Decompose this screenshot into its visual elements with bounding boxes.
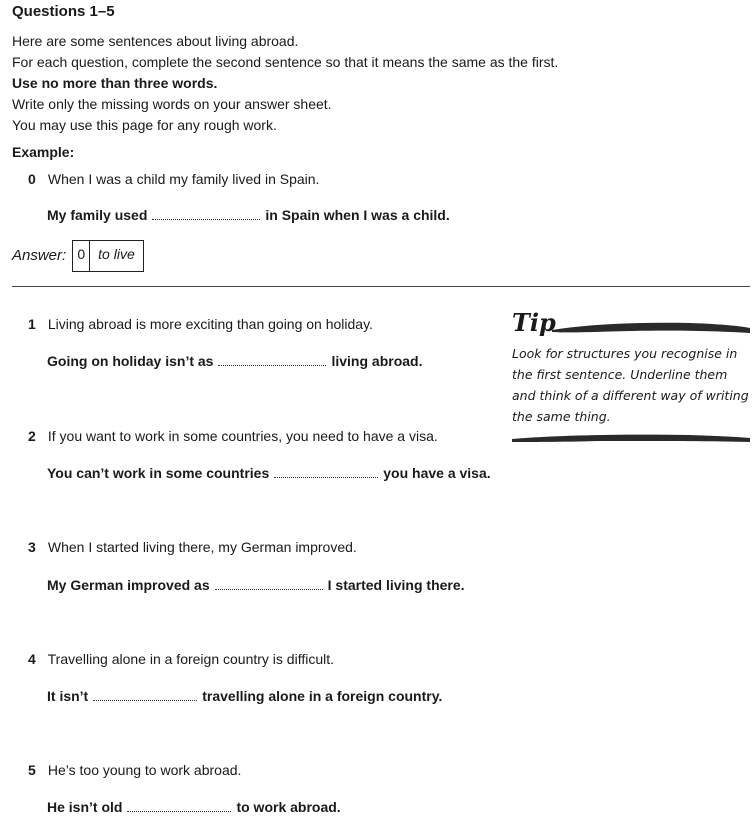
- intro-line-3: Use no more than three words.: [12, 75, 218, 91]
- answer-box: [72, 240, 143, 272]
- example-blank: [152, 208, 260, 220]
- answer-example: [12, 240, 144, 272]
- question-5-blank[interactable]: [127, 800, 231, 812]
- answer-label: Answer:: [12, 246, 67, 264]
- question-5-transform: [47, 799, 341, 815]
- example-sentence: When I was a child my family lived in Spain.: [47, 171, 320, 187]
- question-5-before: He isn’t old: [47, 799, 123, 815]
- example-after: in Spain when I was a child.: [265, 207, 450, 223]
- example-number: 0: [28, 171, 36, 187]
- intro-line-1: Here are some sentences about living abroad.: [12, 33, 299, 49]
- example-question: [28, 171, 319, 187]
- question-5: [28, 762, 241, 778]
- section-title: Questions 1–5: [12, 3, 115, 20]
- example-label: Example:: [12, 144, 75, 160]
- intro-line-2: For each question, complete the second sentence so that it means the same as the first.: [12, 54, 559, 70]
- question-5-sentence: He’s too young to work abroad.: [47, 762, 242, 778]
- question-2-after: you have a visa.: [383, 465, 491, 481]
- question-2-number: 2: [28, 428, 36, 444]
- tip-bottom-brush-stroke: [510, 431, 752, 445]
- question-1-before: Going on holiday isn’t as: [47, 353, 214, 369]
- tip-top-brush-stroke: [550, 318, 752, 336]
- question-4: [28, 651, 334, 667]
- question-1-sentence: Living abroad is more exciting than going on holiday.: [47, 316, 373, 332]
- example-before: My family used: [47, 207, 148, 223]
- tip-title: Tip: [512, 308, 556, 337]
- question-3: [28, 539, 357, 555]
- question-5-after: to work abroad.: [236, 799, 341, 815]
- question-1-after: living abroad.: [331, 353, 423, 369]
- question-2-before: You can’t work in some countries: [47, 465, 270, 481]
- question-3-number: 3: [28, 539, 36, 555]
- question-2-blank[interactable]: [274, 466, 378, 478]
- question-3-after: I started living there.: [327, 577, 465, 593]
- question-1-number: 1: [28, 316, 36, 332]
- question-1-transform: [47, 353, 422, 369]
- question-4-transform: [47, 688, 442, 704]
- question-3-before: My German improved as: [47, 577, 210, 593]
- answer-box-number: 0: [73, 241, 90, 271]
- section-divider: [12, 286, 750, 287]
- question-3-sentence: When I started living there, my German improved.: [47, 539, 357, 555]
- intro-line-5: You may use this page for any rough work.: [12, 117, 277, 133]
- question-4-number: 4: [28, 651, 36, 667]
- question-4-sentence: Travelling alone in a foreign country is difficult.: [47, 651, 335, 667]
- intro-line-4: Write only the missing words on your answer sheet.: [12, 96, 332, 112]
- question-4-after: travelling alone in a foreign country.: [202, 688, 443, 704]
- question-5-number: 5: [28, 762, 36, 778]
- answer-box-value: to live: [98, 246, 135, 262]
- tip-body: Look for structures you recognise in the first sentence. Underline them and think of a different way of writing the same thing.: [512, 346, 749, 424]
- question-4-blank[interactable]: [93, 689, 197, 701]
- question-4-before: It isn’t: [47, 688, 89, 704]
- question-2: [28, 428, 438, 444]
- question-2-transform: [47, 465, 491, 481]
- question-2-sentence: If you want to work in some countries, you need to have a visa.: [47, 428, 438, 444]
- question-3-blank[interactable]: [215, 578, 323, 590]
- example-transform: [47, 207, 450, 223]
- question-3-transform: [47, 577, 465, 593]
- question-1-blank[interactable]: [218, 354, 326, 366]
- question-1: [28, 316, 373, 332]
